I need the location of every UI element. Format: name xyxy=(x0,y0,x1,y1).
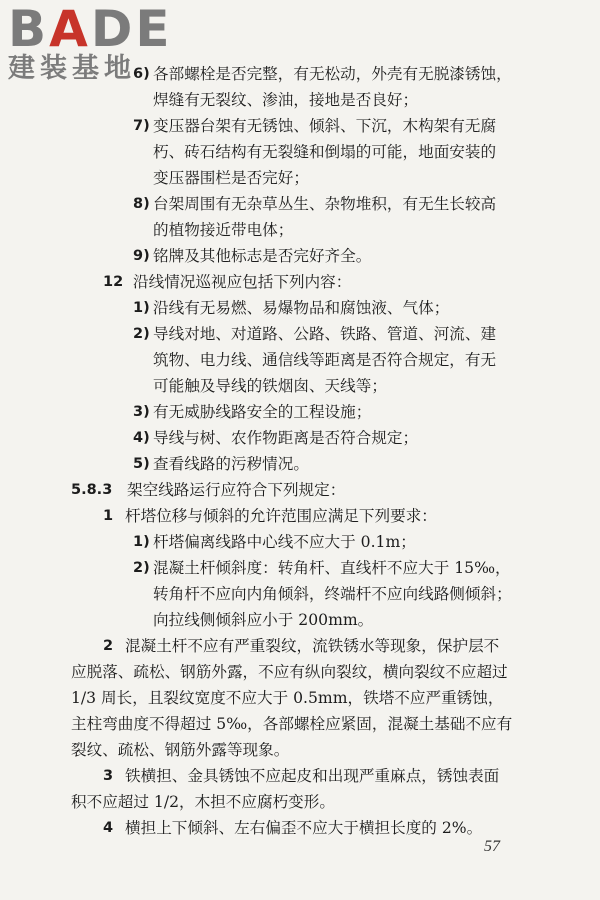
list-marker: 2) xyxy=(133,560,150,576)
list-marker: 5) xyxy=(133,456,150,472)
list-item-text: 导线对地、对道路、公路、铁路、管道、河流、建 xyxy=(153,325,497,343)
list-item-text: 铭牌及其他标志是否完好齐全。 xyxy=(153,247,372,265)
list-item-text: 转角杆不应向内角倾斜，终端杆不应向线路侧倾斜； xyxy=(153,585,512,603)
clause-number: 3 xyxy=(103,768,114,784)
page-number: 57 xyxy=(484,838,500,855)
clause-text: 主柱弯曲度不得超过 5‰，各部螺栓应紧固，混凝土基础不应有 xyxy=(71,715,513,733)
watermark-subtitle: 建装基地 xyxy=(8,53,136,84)
list-marker: 4) xyxy=(133,430,150,446)
list-item-text: 可能触及导线的铁烟囱、天线等； xyxy=(153,377,387,395)
section-number: 5.8.3 xyxy=(71,482,113,498)
clause-text: 沿线情况巡视应包括下列内容： xyxy=(133,273,352,291)
clause-number: 1 xyxy=(103,508,114,524)
list-marker: 9) xyxy=(133,248,150,264)
list-item-text: 查看线路的污秽情况。 xyxy=(153,455,309,473)
list-marker: 3) xyxy=(133,404,150,420)
clause-text: 横担上下倾斜、左右偏歪不应大于横担长度的 2%。 xyxy=(125,819,483,837)
clause-number: 12 xyxy=(103,274,124,290)
list-item-text: 筑物、电力线、通信线等距离是否符合规定，有无 xyxy=(153,351,497,369)
list-item-text: 各部螺栓是否完整，有无松动，外壳有无脱漆锈蚀， xyxy=(153,65,512,83)
section-title: 架空线路运行应符合下列规定： xyxy=(127,481,346,499)
list-item-text: 沿线有无易燃、易爆物品和腐蚀液、气体； xyxy=(153,299,450,317)
clause-text: 应脱落、疏松、钢筋外露，不应有纵向裂纹，横向裂纹不应超过 xyxy=(71,663,508,681)
clause-text: 裂纹、疏松、钢筋外露等现象。 xyxy=(71,741,290,759)
list-item-text: 导线与树、农作物距离是否符合规定； xyxy=(153,429,419,447)
watermark-logo xyxy=(8,2,178,84)
list-item-text: 朽、砖石结构有无裂缝和倒塌的可能，地面安装的 xyxy=(153,143,497,161)
watermark-brand xyxy=(8,2,178,56)
list-marker: 1) xyxy=(133,534,150,550)
clause-text: 1/3 周长，且裂纹宽度不应大于 0.5mm，铁塔不应严重锈蚀， xyxy=(71,689,504,707)
list-item-text: 杆塔偏离线路中心线不应大于 0.1m； xyxy=(153,533,416,551)
clause-text: 混凝土杆不应有严重裂纹，流铁锈水等现象，保护层不 xyxy=(125,637,500,655)
list-marker: 2) xyxy=(133,326,150,342)
clause-number: 2 xyxy=(103,638,114,654)
watermark-brand-text: BADE xyxy=(8,0,173,58)
list-item-text: 混凝土杆倾斜度：转角杆、直线杆不应大于 15‰， xyxy=(153,559,511,577)
list-item-text: 台架周围有无杂草丛生、杂物堆积，有无生长较高 xyxy=(153,195,497,213)
clause-text: 积不应超过 1/2，木担不应腐朽变形。 xyxy=(71,793,335,811)
list-item-text: 向拉线侧倾斜应小于 200mm。 xyxy=(153,611,374,629)
list-item-text: 的植物接近带电体； xyxy=(153,221,294,239)
list-marker: 6) xyxy=(133,66,150,82)
clause-number: 4 xyxy=(103,820,114,836)
list-marker: 1) xyxy=(133,300,150,316)
clause-text: 铁横担、金具锈蚀不应起皮和出现严重麻点，锈蚀表面 xyxy=(125,767,500,785)
list-item-text: 有无威胁线路安全的工程设施； xyxy=(153,403,372,421)
list-marker: 7) xyxy=(133,118,150,134)
list-item-text: 焊缝有无裂纹、渗油，接地是否良好； xyxy=(153,91,419,109)
list-item-text: 变压器围栏是否完好； xyxy=(153,169,309,187)
list-item-text: 变压器台架有无锈蚀、倾斜、下沉，木构架有无腐 xyxy=(153,117,497,135)
list-marker: 8) xyxy=(133,196,150,212)
clause-text: 杆塔位移与倾斜的允许范围应满足下列要求： xyxy=(125,507,437,525)
